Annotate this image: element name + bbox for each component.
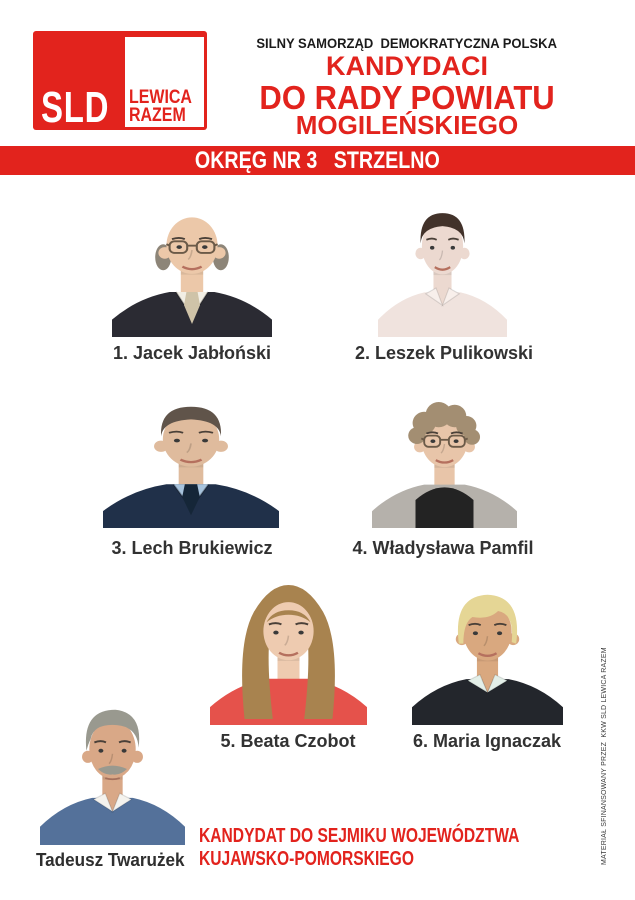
sld-logo-text: SLD <box>41 83 110 132</box>
candidate-photo-5 <box>210 576 367 725</box>
candidate-name-2: 2. Leszek Pulikowski <box>354 343 534 363</box>
sejmik-title-line2: KUJAWSKO-POMORSKIEGO <box>199 848 414 870</box>
sld-logo <box>33 31 207 130</box>
candidate-photo-1 <box>112 192 272 337</box>
funding-note: MATERIAŁ SFINANSOWANY PRZEZ KKW SLD LEWICA RAZEM <box>601 647 608 865</box>
tagline-text: SILNY SAMORZĄD DEMOKRATYCZNA POLSKA <box>256 35 558 51</box>
candidate-photo-6 <box>412 577 563 725</box>
candidate-photo-4 <box>372 388 517 528</box>
title-do-rady-powiatu-text: DO RADY POWIATU <box>259 79 555 116</box>
tagline <box>207 36 607 50</box>
district-banner-text: OKRĘG NR 3 STRZELNO <box>195 147 440 174</box>
logo-line-lewica: LEWICA <box>129 87 192 108</box>
title-kandydaci-text: KANDYDACI <box>326 51 488 81</box>
logo-line-razem: RAZEM <box>129 105 186 126</box>
sejmik-candidate-name: Tadeusz Twarużek <box>36 850 185 870</box>
candidate-photo-2 <box>378 193 507 337</box>
sld-logo-white-box <box>125 37 204 127</box>
sejmik-title-line1: KANDYDAT DO SEJMIKU WOJEWÓDZTWA <box>199 825 520 847</box>
candidate-photo-3 <box>103 387 279 528</box>
candidate-name-3: 3. Lech Brukiewicz <box>111 538 273 558</box>
candidate-name-4: 4. Władysława Pamfil <box>352 538 534 558</box>
title-mogilenskiego-text: MOGILEŃSKIEGO <box>295 110 519 140</box>
title-mogilenskiego <box>207 112 607 138</box>
candidate-name-6: 6. Maria Ignaczak <box>412 731 562 751</box>
candidate-name-5: 5. Beata Czobot <box>220 731 356 751</box>
candidate-name-1: 1. Jacek Jabłoński <box>112 343 272 363</box>
sld-logo-lewica-razem <box>129 89 192 125</box>
title-kandydaci <box>207 53 607 80</box>
district-banner <box>0 146 635 175</box>
sejmik-candidate-photo <box>40 693 185 845</box>
